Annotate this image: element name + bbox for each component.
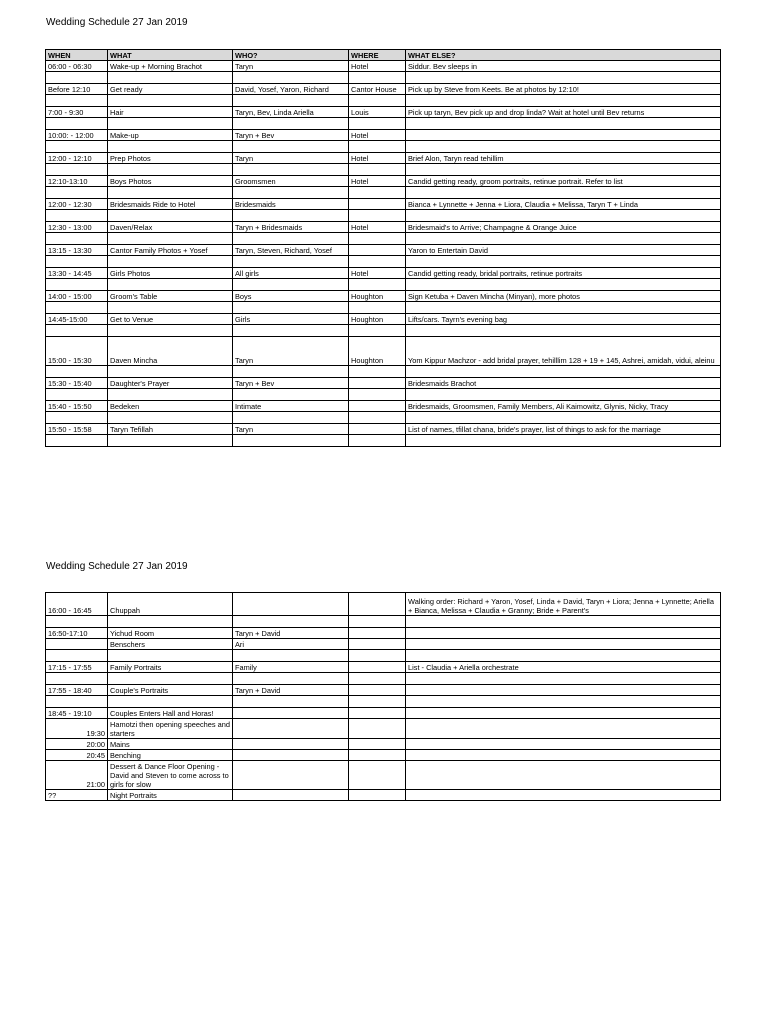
empty-cell xyxy=(46,118,108,130)
where-cell: Houghton xyxy=(349,291,406,302)
empty-cell xyxy=(406,616,721,628)
empty-cell xyxy=(233,279,349,291)
empty-cell xyxy=(108,616,233,628)
who-cell: Girls xyxy=(233,314,349,325)
where-cell: Hotel xyxy=(349,130,406,141)
when-cell: Before 12:10 xyxy=(46,84,108,95)
what-cell: Bedeken xyxy=(108,401,233,412)
empty-cell xyxy=(406,256,721,268)
who-cell: Family xyxy=(233,662,349,673)
empty-cell xyxy=(108,325,233,337)
empty-cell xyxy=(233,366,349,378)
what-cell: Make-up xyxy=(108,130,233,141)
what-else-cell xyxy=(406,628,721,639)
spacer-row xyxy=(46,256,721,268)
empty-cell xyxy=(406,279,721,291)
empty-cell xyxy=(46,210,108,222)
table-row xyxy=(46,593,721,616)
empty-cell xyxy=(46,435,108,447)
what-else-cell: Pick up taryn, Bev pick up and drop linda? Wait at hotel until Bev returns xyxy=(406,107,721,118)
table-row xyxy=(46,639,721,650)
what-cell: Daven Mincha xyxy=(108,337,233,366)
empty-cell xyxy=(233,673,349,685)
empty-cell xyxy=(349,164,406,176)
empty-cell xyxy=(233,141,349,153)
what-else-cell xyxy=(406,708,721,719)
where-cell xyxy=(349,685,406,696)
who-cell: Taryn + Bev xyxy=(233,378,349,389)
who-cell: Bridesmaids xyxy=(233,199,349,210)
when-cell: 14:00 - 15:00 xyxy=(46,291,108,302)
what-else-cell: Pick up by Steve from Keets. Be at photos by 12:10! xyxy=(406,84,721,95)
table-row xyxy=(46,401,721,412)
what-else-cell: Walking order: Richard + Yaron, Yosef, Linda + David, Taryn + Liora; Jenna + Lynnette; Ariella + Bianca, Melissa + Claudia + Granny; Bride + Parent's xyxy=(406,593,721,616)
who-cell: David, Yosef, Yaron, Richard xyxy=(233,84,349,95)
what-else-cell xyxy=(406,130,721,141)
table-row xyxy=(46,84,721,95)
where-cell: Cantor House xyxy=(349,84,406,95)
empty-cell xyxy=(406,164,721,176)
empty-cell xyxy=(233,302,349,314)
what-cell: Bridesmaids Ride to Hotel xyxy=(108,199,233,210)
who-cell xyxy=(233,739,349,750)
when-cell: 21:00 xyxy=(46,761,108,790)
when-cell: 14:45-15:00 xyxy=(46,314,108,325)
empty-cell xyxy=(46,696,108,708)
where-cell xyxy=(349,750,406,761)
what-else-cell: Candid getting ready, groom portraits, retinue portrait. Refer to list xyxy=(406,176,721,187)
what-cell: Benching xyxy=(108,750,233,761)
empty-cell xyxy=(349,95,406,107)
who-cell: Taryn + Bridesmaids xyxy=(233,222,349,233)
when-cell: 18:45 - 19:10 xyxy=(46,708,108,719)
empty-cell xyxy=(46,72,108,84)
what-else-cell xyxy=(406,750,721,761)
empty-cell xyxy=(46,302,108,314)
what-else-cell: Bianca + Lynnette + Jenna + Liora, Claudia + Melissa, Taryn T + Linda xyxy=(406,199,721,210)
when-cell: 20:45 xyxy=(46,750,108,761)
when-cell: ?? xyxy=(46,790,108,801)
empty-cell xyxy=(108,187,233,199)
table-row xyxy=(46,739,721,750)
empty-cell xyxy=(108,696,233,708)
what-cell: Chuppah xyxy=(108,593,233,616)
what-else-cell xyxy=(406,685,721,696)
what-else-cell: Yom Kippur Machzor - add bridal prayer, tehilllim 128 + 19 + 145, Ashrei, amidah, vidui, aleinu xyxy=(406,337,721,366)
table-row xyxy=(46,337,721,366)
empty-cell xyxy=(233,650,349,662)
empty-cell xyxy=(406,673,721,685)
table-row xyxy=(46,424,721,435)
when-cell: 16:50-17:10 xyxy=(46,628,108,639)
where-cell xyxy=(349,719,406,739)
empty-cell xyxy=(108,164,233,176)
who-cell xyxy=(233,708,349,719)
what-else-cell xyxy=(406,719,721,739)
empty-cell xyxy=(46,279,108,291)
empty-cell xyxy=(46,366,108,378)
where-cell: Louis xyxy=(349,107,406,118)
table-row xyxy=(46,222,721,233)
who-cell xyxy=(233,593,349,616)
empty-cell xyxy=(46,95,108,107)
what-cell: Family Portraits xyxy=(108,662,233,673)
what-else-cell: Bridesmaids Brachot xyxy=(406,378,721,389)
who-cell: Intimate xyxy=(233,401,349,412)
where-cell xyxy=(349,662,406,673)
header-where: WHERE xyxy=(349,50,406,61)
what-cell: Hamotzi then opening speeches and starters xyxy=(108,719,233,739)
spacer-row xyxy=(46,141,721,153)
spacer-row xyxy=(46,233,721,245)
empty-cell xyxy=(406,412,721,424)
empty-cell xyxy=(233,164,349,176)
empty-cell xyxy=(108,95,233,107)
table-row xyxy=(46,708,721,719)
table-row xyxy=(46,761,721,790)
when-cell: 13:15 - 13:30 xyxy=(46,245,108,256)
empty-cell xyxy=(233,118,349,130)
table-row xyxy=(46,268,721,279)
empty-cell xyxy=(46,187,108,199)
what-cell: Daven/Relax xyxy=(108,222,233,233)
schedule-title-2: Wedding Schedule 27 Jan 2019 xyxy=(46,561,188,572)
what-else-cell: List - Claudia + Ariella orchestrate xyxy=(406,662,721,673)
empty-cell xyxy=(108,673,233,685)
empty-cell xyxy=(46,256,108,268)
empty-cell xyxy=(108,233,233,245)
when-cell: 12:10-13:10 xyxy=(46,176,108,187)
what-cell: Couple's Portraits xyxy=(108,685,233,696)
who-cell xyxy=(233,761,349,790)
header-who: WHO? xyxy=(233,50,349,61)
who-cell: Taryn + Bev xyxy=(233,130,349,141)
table-row xyxy=(46,378,721,389)
empty-cell xyxy=(349,302,406,314)
what-cell: Night Portraits xyxy=(108,790,233,801)
when-cell: 17:15 - 17:55 xyxy=(46,662,108,673)
who-cell: Taryn, Steven, Richard, Yosef xyxy=(233,245,349,256)
what-else-cell xyxy=(406,739,721,750)
when-cell: 15:30 - 15:40 xyxy=(46,378,108,389)
what-cell: Girls Photos xyxy=(108,268,233,279)
empty-cell xyxy=(406,72,721,84)
empty-cell xyxy=(108,366,233,378)
table-row xyxy=(46,153,721,164)
table-row xyxy=(46,719,721,739)
where-cell xyxy=(349,639,406,650)
empty-cell xyxy=(233,696,349,708)
what-else-cell xyxy=(406,639,721,650)
empty-cell xyxy=(108,256,233,268)
empty-cell xyxy=(233,389,349,401)
what-cell: Prep Photos xyxy=(108,153,233,164)
spacer-row xyxy=(46,302,721,314)
spacer-row xyxy=(46,696,721,708)
empty-cell xyxy=(406,696,721,708)
spacer-row xyxy=(46,164,721,176)
where-cell xyxy=(349,739,406,750)
what-else-cell: Siddur. Bev sleeps in xyxy=(406,61,721,72)
where-cell: Hotel xyxy=(349,61,406,72)
empty-cell xyxy=(349,187,406,199)
where-cell xyxy=(349,199,406,210)
when-cell: 17:55 - 18:40 xyxy=(46,685,108,696)
what-cell: Cantor Family Photos + Yosef xyxy=(108,245,233,256)
where-cell xyxy=(349,790,406,801)
what-else-cell xyxy=(406,790,721,801)
empty-cell xyxy=(233,210,349,222)
empty-cell xyxy=(349,210,406,222)
who-cell: Taryn + David xyxy=(233,685,349,696)
empty-cell xyxy=(108,141,233,153)
when-cell: 13:30 - 14:45 xyxy=(46,268,108,279)
empty-cell xyxy=(233,233,349,245)
table-row xyxy=(46,130,721,141)
when-cell: 15:40 - 15:50 xyxy=(46,401,108,412)
what-else-cell: List of names, tfillat chana, bride's prayer, list of things to ask for the marriage xyxy=(406,424,721,435)
schedule-table-2 xyxy=(45,592,721,801)
empty-cell xyxy=(46,673,108,685)
empty-cell xyxy=(108,210,233,222)
what-cell: Boys Photos xyxy=(108,176,233,187)
header-when: WHEN xyxy=(46,50,108,61)
empty-cell xyxy=(406,389,721,401)
header-what: WHAT xyxy=(108,50,233,61)
when-cell: 7:00 - 9:30 xyxy=(46,107,108,118)
schedule-title-1: Wedding Schedule 27 Jan 2019 xyxy=(46,17,188,28)
where-cell xyxy=(349,761,406,790)
empty-cell xyxy=(233,435,349,447)
table-row xyxy=(46,291,721,302)
empty-cell xyxy=(108,118,233,130)
where-cell xyxy=(349,593,406,616)
what-cell: Dessert & Dance Floor Opening - David and Steven to come across to girls for slow xyxy=(108,761,233,790)
empty-cell xyxy=(233,325,349,337)
empty-cell xyxy=(108,72,233,84)
spacer-row xyxy=(46,187,721,199)
spacer-row xyxy=(46,650,721,662)
where-cell xyxy=(349,708,406,719)
what-cell: Get ready xyxy=(108,84,233,95)
what-cell: Wake-up + Morning Brachot xyxy=(108,61,233,72)
what-else-cell: Lifts/cars. Tayrn's evening bag xyxy=(406,314,721,325)
who-cell xyxy=(233,790,349,801)
schedule-table-1 xyxy=(45,49,721,447)
table-row xyxy=(46,662,721,673)
spacer-row xyxy=(46,95,721,107)
who-cell xyxy=(233,719,349,739)
where-cell xyxy=(349,378,406,389)
empty-cell xyxy=(46,650,108,662)
who-cell: Taryn xyxy=(233,337,349,366)
empty-cell xyxy=(349,256,406,268)
empty-cell xyxy=(349,650,406,662)
empty-cell xyxy=(46,164,108,176)
spacer-row xyxy=(46,72,721,84)
table-row xyxy=(46,176,721,187)
what-cell: Mains xyxy=(108,739,233,750)
who-cell: Taryn xyxy=(233,153,349,164)
where-cell: Hotel xyxy=(349,176,406,187)
empty-cell xyxy=(233,95,349,107)
table-row xyxy=(46,245,721,256)
who-cell xyxy=(233,750,349,761)
table-row xyxy=(46,685,721,696)
when-cell: 15:00 - 15:30 xyxy=(46,337,108,366)
spacer-row xyxy=(46,389,721,401)
empty-cell xyxy=(406,118,721,130)
empty-cell xyxy=(406,325,721,337)
spacer-row xyxy=(46,279,721,291)
what-cell: Hair xyxy=(108,107,233,118)
empty-cell xyxy=(108,435,233,447)
empty-cell xyxy=(406,233,721,245)
header-what-else: WHAT ELSE? xyxy=(406,50,721,61)
empty-cell xyxy=(233,72,349,84)
who-cell: Groomsmen xyxy=(233,176,349,187)
where-cell xyxy=(349,401,406,412)
what-else-cell xyxy=(406,761,721,790)
what-else-cell: Sign Ketuba + Daven Mincha (Minyan), more photos xyxy=(406,291,721,302)
empty-cell xyxy=(406,95,721,107)
empty-cell xyxy=(46,616,108,628)
what-cell: Get to Venue xyxy=(108,314,233,325)
when-cell: 20:00 xyxy=(46,739,108,750)
empty-cell xyxy=(406,302,721,314)
table-row xyxy=(46,790,721,801)
who-cell: Taryn xyxy=(233,61,349,72)
spacer-row xyxy=(46,412,721,424)
empty-cell xyxy=(349,389,406,401)
empty-cell xyxy=(349,673,406,685)
empty-cell xyxy=(406,210,721,222)
empty-cell xyxy=(349,366,406,378)
empty-cell xyxy=(349,412,406,424)
empty-cell xyxy=(233,187,349,199)
empty-cell xyxy=(233,616,349,628)
when-cell: 06:00 - 06:30 xyxy=(46,61,108,72)
what-else-cell: Brief Alon, Taryn read tehillim xyxy=(406,153,721,164)
empty-cell xyxy=(108,650,233,662)
when-cell: 19:30 xyxy=(46,719,108,739)
empty-cell xyxy=(108,389,233,401)
what-cell: Taryn Tefillah xyxy=(108,424,233,435)
spacer-row xyxy=(46,616,721,628)
where-cell xyxy=(349,424,406,435)
table-row xyxy=(46,199,721,210)
where-cell xyxy=(349,245,406,256)
what-cell: Benschers xyxy=(108,639,233,650)
what-cell: Daughter's Prayer xyxy=(108,378,233,389)
who-cell: Ari xyxy=(233,639,349,650)
empty-cell xyxy=(349,696,406,708)
spacer-row xyxy=(46,325,721,337)
table-row xyxy=(46,61,721,72)
table-row xyxy=(46,628,721,639)
empty-cell xyxy=(108,302,233,314)
table-row xyxy=(46,107,721,118)
empty-cell xyxy=(349,616,406,628)
empty-cell xyxy=(46,233,108,245)
what-else-cell: Candid getting ready, bridal portraits, retinue portraits xyxy=(406,268,721,279)
empty-cell xyxy=(233,412,349,424)
what-else-cell: Bridesmaid's to Arrive; Champagne & Orange Juice xyxy=(406,222,721,233)
who-cell: Taryn + David xyxy=(233,628,349,639)
empty-cell xyxy=(406,141,721,153)
spacer-row xyxy=(46,435,721,447)
when-cell xyxy=(46,639,108,650)
who-cell: Boys xyxy=(233,291,349,302)
empty-cell xyxy=(349,325,406,337)
empty-cell xyxy=(406,435,721,447)
what-else-cell: Bridesmaids, Groomsmen, Family Members, Ali Kaimowitz, Glynis, Nicky, Tracy xyxy=(406,401,721,412)
empty-cell xyxy=(108,412,233,424)
empty-cell xyxy=(46,325,108,337)
empty-cell xyxy=(406,650,721,662)
when-cell: 16:00 - 16:45 xyxy=(46,593,108,616)
empty-cell xyxy=(349,141,406,153)
empty-cell xyxy=(46,141,108,153)
table-row xyxy=(46,314,721,325)
empty-cell xyxy=(406,187,721,199)
what-cell: Couples Enters Hall and Horas! xyxy=(108,708,233,719)
empty-cell xyxy=(46,389,108,401)
empty-cell xyxy=(349,279,406,291)
where-cell: Hotel xyxy=(349,222,406,233)
empty-cell xyxy=(349,233,406,245)
spacer-row xyxy=(46,118,721,130)
who-cell: Taryn, Bev, Linda Ariella xyxy=(233,107,349,118)
empty-cell xyxy=(349,118,406,130)
when-cell: 12:00 - 12:30 xyxy=(46,199,108,210)
where-cell: Houghton xyxy=(349,337,406,366)
header-row xyxy=(46,50,721,61)
what-cell: Groom's Table xyxy=(108,291,233,302)
when-cell: 10:00: - 12:00 xyxy=(46,130,108,141)
when-cell: 12:30 - 13:00 xyxy=(46,222,108,233)
what-cell: Yichud Room xyxy=(108,628,233,639)
when-cell: 15:50 - 15:58 xyxy=(46,424,108,435)
empty-cell xyxy=(46,412,108,424)
what-else-cell: Yaron to Entertain David xyxy=(406,245,721,256)
where-cell: Hotel xyxy=(349,153,406,164)
who-cell: Taryn xyxy=(233,424,349,435)
spacer-row xyxy=(46,673,721,685)
where-cell: Houghton xyxy=(349,314,406,325)
table-row xyxy=(46,750,721,761)
empty-cell xyxy=(349,435,406,447)
empty-cell xyxy=(349,72,406,84)
spacer-row xyxy=(46,366,721,378)
empty-cell xyxy=(108,279,233,291)
when-cell: 12:00 - 12:10 xyxy=(46,153,108,164)
where-cell: Hotel xyxy=(349,268,406,279)
spacer-row xyxy=(46,210,721,222)
who-cell: All girls xyxy=(233,268,349,279)
where-cell xyxy=(349,628,406,639)
empty-cell xyxy=(233,256,349,268)
empty-cell xyxy=(406,366,721,378)
